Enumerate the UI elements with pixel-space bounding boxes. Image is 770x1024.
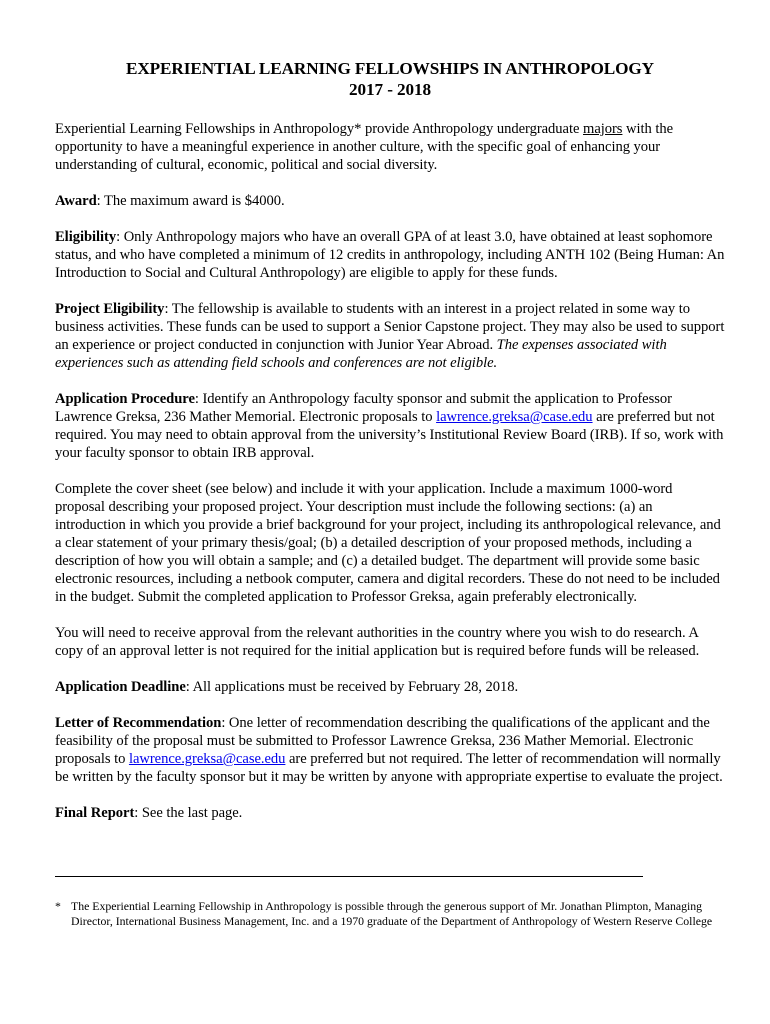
- eligibility-text: : Only Anthropology majors who have an overall GPA of at least 3.0, have obtained at least sophomore status, and who have completed a minimum of 12 credits in anthropology, including ANTH 102 (Being Human: An Introduction to Social and Cultural Anthropology) are eligible to apply for these funds.: [55, 229, 725, 281]
- application-procedure-paragraph: [55, 390, 725, 462]
- footnote-marker: *: [55, 899, 61, 913]
- intro-paragraph: [55, 120, 725, 174]
- email-link-recommendation[interactable]: lawrence.greksa@case.edu: [128, 751, 286, 767]
- title-line-2: 2017 - 2018: [349, 80, 431, 99]
- eligibility-label: Eligibility: [55, 229, 117, 245]
- deadline-label: Application Deadline: [55, 679, 186, 695]
- award-text: : The maximum award is $4000.: [96, 193, 285, 209]
- project-eligibility-label: Project Eligibility: [55, 301, 165, 317]
- award-paragraph: [55, 192, 725, 210]
- majors-underlined: majors: [583, 121, 623, 137]
- application-procedure-text-before: : Identify an Anthropology faculty sponsor and submit the application to Professor Lawrence Greksa, 236 Mather Memorial. Electronic proposals to: [55, 391, 672, 425]
- footnote-divider: [55, 876, 643, 877]
- footnote: [55, 899, 725, 929]
- award-label: Award: [55, 193, 97, 209]
- final-report-paragraph: [55, 804, 725, 822]
- intro-text-after: with the opportunity to have a meaningful experience in another culture, with the specific goal of enhancing your understanding of cultural, economic, political and social diversity.: [55, 121, 674, 173]
- final-report-label: Final Report: [55, 805, 135, 821]
- recommendation-text-before: : One letter of recommendation describing the qualifications of the applicant and the feasibility of the proposal must be submitted to Professor Lawrence Greksa, 236 Mather Memorial. Electronic proposals to: [55, 715, 710, 767]
- recommendation-text-after: are preferred but not required. The letter of recommendation will normally be written by the faculty sponsor but it may be written by anyone with appropriate expertise to evaluate the project.: [55, 751, 723, 785]
- eligibility-paragraph: [55, 228, 725, 282]
- project-eligibility-text: : The fellowship is available to students with an interest in a project related in some way to business activities. These funds can be used to support a Senior Capstone project. They may also be used to support an experience or project conducted in conjunction with Junior Year Abroad.: [55, 301, 725, 353]
- application-procedure-text-after: are preferred but not required. You may need to obtain approval from the university’s Institutional Review Board (IRB). If so, work with your faculty sponsor to obtain IRB approval.: [55, 409, 724, 461]
- recommendation-paragraph: [55, 714, 725, 786]
- email-link-procedure[interactable]: lawrence.greksa@case.edu: [436, 409, 593, 425]
- document-page: [55, 58, 725, 822]
- intro-text-before: Experiential Learning Fellowships in Anthropology* provide Anthropology undergraduate: [55, 121, 584, 137]
- cover-sheet-paragraph: Complete the cover sheet (see below) and include it with your application. Include a maximum 1000-word proposal describing your proposed project. Your description must include the following sections: (a) an introduction in which you provide a brief background for your project, including its anthropological relevance, and a clear statement of your primary thesis/goal; (b) a detailed description of your proposed methods, including a description of how you will obtain a sample; and (c) a detailed budget. The department will provide some basic electronic resources, including a netbook computer, camera and digital recorders. These do not need to be included in the budget. Submit the completed application to Professor Greksa, again preferably electronically.: [55, 481, 721, 605]
- deadline-text: : All applications must be received by February 28, 2018.: [185, 679, 519, 695]
- application-procedure-label: Application Procedure: [55, 391, 195, 407]
- document-title: [55, 58, 725, 100]
- project-eligibility-italic-note: The expenses associated with experiences such as attending field schools and conferences are not eligible.: [55, 337, 667, 371]
- title-line-1: EXPERIENTIAL LEARNING FELLOWSHIPS IN ANTHROPOLOGY: [125, 59, 654, 78]
- project-eligibility-paragraph: [55, 300, 725, 372]
- recommendation-label: Letter of Recommendation: [55, 715, 222, 731]
- approval-paragraph: You will need to receive approval from the relevant authorities in the country where you wish to do research. A copy of an approval letter is not required for the initial application but is required before funds will be released.: [55, 625, 700, 659]
- deadline-paragraph: [55, 678, 725, 696]
- final-report-text: : See the last page.: [134, 805, 243, 821]
- footnote-text: The Experiential Learning Fellowship in Anthropology is possible through the generous support of Mr. Jonathan Plimpton, Managing Director, International Business Management, Inc. and a 1970 graduate of the Department of Anthropology of Western Reserve College: [71, 899, 713, 928]
